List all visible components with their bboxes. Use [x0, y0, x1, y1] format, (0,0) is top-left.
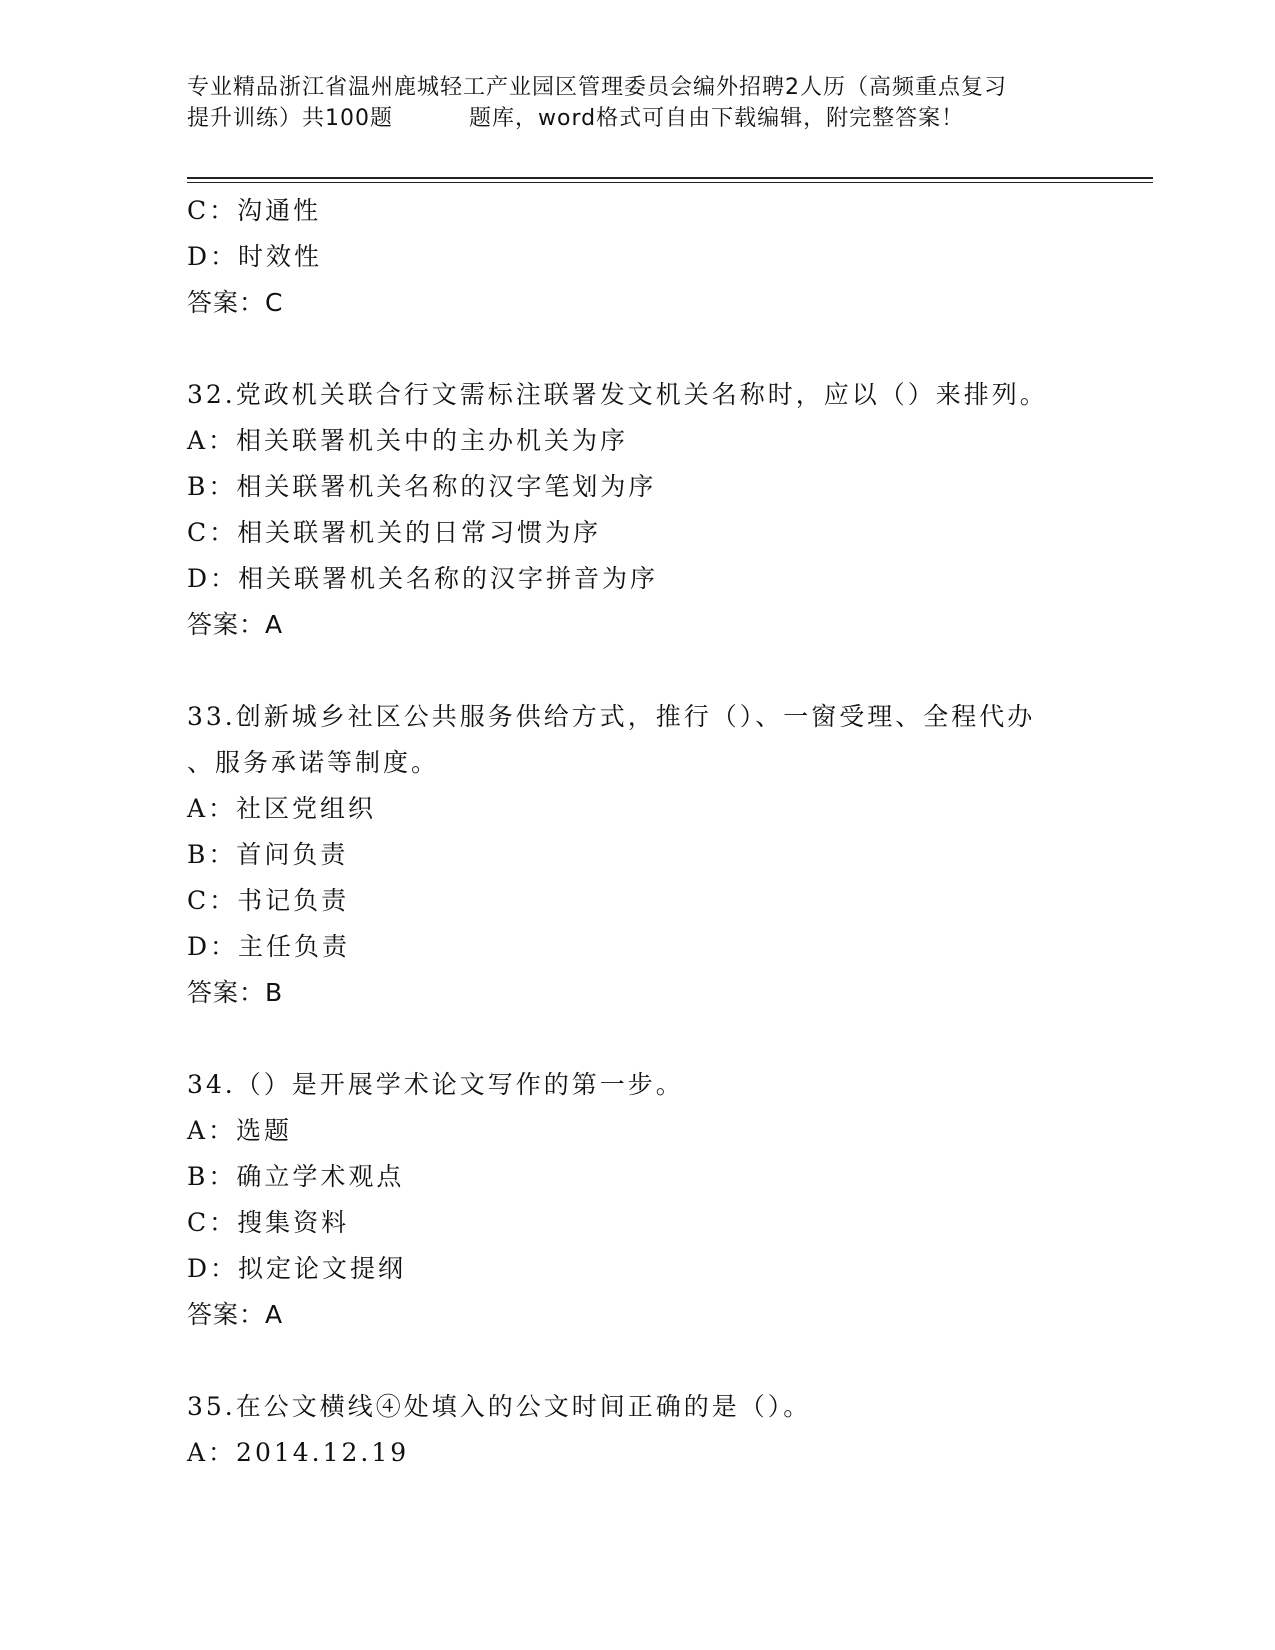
option-a: A：选题 [187, 1116, 293, 1145]
option-b: B：相关联署机关名称的汉字笔划为序 [187, 472, 657, 501]
option-c: C：相关联署机关的日常习惯为序 [187, 518, 602, 547]
question-content [187, 188, 1117, 1476]
header-title-line-1: 专业精品浙江省温州鹿城轻工产业园区管理委员会编外招聘2人历（高频重点复习 [187, 75, 1007, 100]
header-divider-thick [187, 177, 1153, 179]
option-b: B：首问负责 [187, 840, 349, 869]
answer-line: 答案：B [187, 978, 284, 1007]
option-a: A：社区党组织 [187, 794, 377, 823]
header-title-line-2 [187, 103, 1107, 134]
question-stem: 32.党政机关联合行文需标注联署发文机关名称时，应以（）来排列。 [187, 380, 1048, 409]
answer-line: 答案：A [187, 1300, 284, 1329]
option-b: B：确立学术观点 [187, 1162, 405, 1191]
question-stem: 35.在公文横线④处填入的公文时间正确的是（）。 [187, 1392, 812, 1421]
question-stem: 34.（）是开展学术论文写作的第一步。 [187, 1070, 684, 1099]
header-title-right: 题库，word格式可自由下载编辑，附完整答案！ [469, 106, 965, 131]
option-d: D：拟定论文提纲 [187, 1254, 407, 1283]
question-stem-line-1: 33.创新城乡社区公共服务供给方式，推行（）、一窗受理、全程代办 [187, 702, 1036, 731]
option-d: D：主任负责 [187, 932, 351, 961]
question-stem-line-2: 、服务承诺等制度。 [187, 748, 440, 777]
page-header [187, 72, 1107, 134]
header-divider-thin [187, 182, 1153, 183]
header-title-left: 提升训练）共100题 [187, 106, 393, 131]
option-d: D：相关联署机关名称的汉字拼音为序 [187, 564, 659, 593]
option-a: A：2014.12.19 [187, 1438, 410, 1467]
answer-line: 答案：C [187, 288, 284, 317]
answer-line: 答案：A [187, 610, 284, 639]
option-d: D：时效性 [187, 242, 323, 271]
option-c: C：沟通性 [187, 196, 322, 225]
option-c: C：书记负责 [187, 886, 350, 915]
option-c: C：搜集资料 [187, 1208, 350, 1237]
option-a: A：相关联署机关中的主办机关为序 [187, 426, 629, 455]
